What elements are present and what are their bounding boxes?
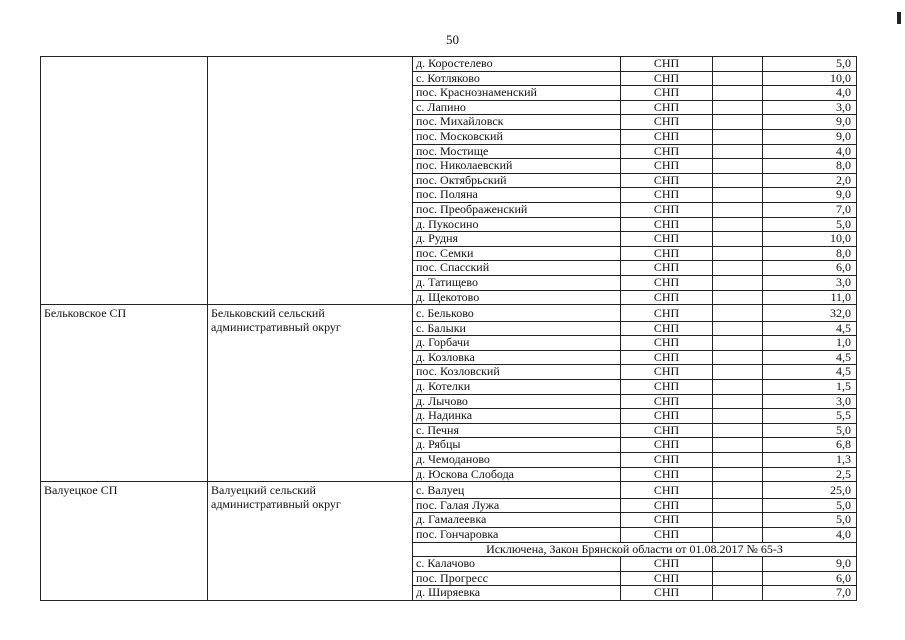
settlement-name: д. Пукосино	[413, 217, 621, 232]
settlement-value: 8,0	[763, 159, 857, 174]
settlement-value: 3,0	[763, 100, 857, 115]
settlement-type: СНП	[621, 129, 713, 144]
settlement-value: 10,0	[763, 232, 857, 247]
settlement-name: с. Котляково	[413, 71, 621, 86]
settlement-name: д. Козловка	[413, 350, 621, 365]
settlement-name: пос. Семки	[413, 246, 621, 261]
settlement-type: СНП	[621, 482, 713, 499]
exclusion-note: Исключена, Закон Брянской области от 01.08.2017 № 65-З	[413, 542, 857, 557]
settlement-value: 25,0	[763, 482, 857, 499]
settlement-type: СНП	[621, 513, 713, 528]
settlement-value: 7,0	[763, 202, 857, 217]
settlement-value: 5,5	[763, 409, 857, 424]
settlement-value: 8,0	[763, 246, 857, 261]
empty-cell	[713, 188, 763, 203]
settlement-value: 9,0	[763, 129, 857, 144]
empty-cell	[713, 217, 763, 232]
settlement-type: СНП	[621, 217, 713, 232]
settlement-type: СНП	[621, 144, 713, 159]
settlement-type: СНП	[621, 380, 713, 395]
okrug-cell: Валуецкий сельский административный округ	[208, 482, 413, 601]
settlement-value: 5,0	[763, 217, 857, 232]
settlement-type: СНП	[621, 261, 713, 276]
empty-cell	[713, 350, 763, 365]
table-row	[41, 57, 857, 72]
empty-cell	[713, 467, 763, 482]
settlement-name: д. Гамалеевка	[413, 513, 621, 528]
settlement-value: 5,0	[763, 423, 857, 438]
table-row	[41, 482, 857, 499]
settlement-name: пос. Спасский	[413, 261, 621, 276]
settlement-value: 32,0	[763, 305, 857, 322]
settlements-table	[40, 56, 857, 601]
settlement-name: с. Бельково	[413, 305, 621, 322]
settlement-type: СНП	[621, 275, 713, 290]
page-number: 50	[446, 32, 459, 47]
settlement-type: СНП	[621, 394, 713, 409]
settlement-value: 4,0	[763, 144, 857, 159]
empty-cell	[713, 336, 763, 351]
settlement-name: пос. Гончаровка	[413, 528, 621, 543]
settlement-type: СНП	[621, 557, 713, 572]
settlement-type: СНП	[621, 498, 713, 513]
empty-cell	[713, 571, 763, 586]
empty-cell	[713, 423, 763, 438]
settlement-value: 2,5	[763, 467, 857, 482]
settlement-name: пос. Галая Лужа	[413, 498, 621, 513]
settlement-value: 5,0	[763, 498, 857, 513]
empty-cell	[713, 290, 763, 305]
settlement-type: СНП	[621, 586, 713, 601]
okrug-cell	[208, 57, 413, 305]
empty-cell	[713, 557, 763, 572]
settlement-name: с. Балыки	[413, 321, 621, 336]
empty-cell	[713, 129, 763, 144]
empty-cell	[713, 159, 763, 174]
settlement-value: 2,0	[763, 173, 857, 188]
settlement-type: СНП	[621, 453, 713, 468]
settlement-name: пос. Поляна	[413, 188, 621, 203]
settlement-value: 3,0	[763, 275, 857, 290]
settlement-name: с. Печня	[413, 423, 621, 438]
empty-cell	[713, 528, 763, 543]
settlement-value: 11,0	[763, 290, 857, 305]
settlement-type: СНП	[621, 115, 713, 130]
area-cell	[41, 57, 208, 305]
settlement-value: 9,0	[763, 557, 857, 572]
settlement-type: СНП	[621, 365, 713, 380]
settlement-type: СНП	[621, 290, 713, 305]
settlement-name: пос. Козловский	[413, 365, 621, 380]
empty-cell	[713, 498, 763, 513]
settlement-name: д. Ширяевка	[413, 586, 621, 601]
settlement-name: д. Чемоданово	[413, 453, 621, 468]
empty-cell	[713, 261, 763, 276]
settlement-type: СНП	[621, 423, 713, 438]
settlement-value: 5,0	[763, 513, 857, 528]
empty-cell	[713, 173, 763, 188]
empty-cell	[713, 380, 763, 395]
settlement-type: СНП	[621, 571, 713, 586]
settlement-type: СНП	[621, 100, 713, 115]
settlement-value: 4,5	[763, 350, 857, 365]
settlement-name: с. Валуец	[413, 482, 621, 499]
settlement-value: 7,0	[763, 586, 857, 601]
settlement-value: 9,0	[763, 188, 857, 203]
settlement-type: СНП	[621, 336, 713, 351]
settlement-value: 1,0	[763, 336, 857, 351]
settlement-name: д. Щекотово	[413, 290, 621, 305]
settlement-name: д. Рудня	[413, 232, 621, 247]
settlement-type: СНП	[621, 438, 713, 453]
empty-cell	[713, 586, 763, 601]
empty-cell	[713, 394, 763, 409]
settlement-name: д. Горбачи	[413, 336, 621, 351]
settlement-value: 6,0	[763, 261, 857, 276]
settlement-type: СНП	[621, 202, 713, 217]
settlement-type: СНП	[621, 71, 713, 86]
settlement-name: пос. Михайловск	[413, 115, 621, 130]
settlement-name: пос. Мостище	[413, 144, 621, 159]
settlement-type: СНП	[621, 305, 713, 322]
area-cell: Бельковское СП	[41, 305, 208, 482]
area-cell: Валуецкое СП	[41, 482, 208, 601]
settlement-value: 5,0	[763, 57, 857, 72]
settlement-type: СНП	[621, 409, 713, 424]
empty-cell	[713, 246, 763, 261]
settlement-type: СНП	[621, 232, 713, 247]
settlement-type: СНП	[621, 467, 713, 482]
empty-cell	[713, 86, 763, 101]
settlement-type: СНП	[621, 528, 713, 543]
settlement-name: д. Юскова Слобода	[413, 467, 621, 482]
settlement-name: д. Котелки	[413, 380, 621, 395]
settlement-name: д. Лычово	[413, 394, 621, 409]
settlement-value: 6,0	[763, 571, 857, 586]
settlement-type: СНП	[621, 350, 713, 365]
empty-cell	[713, 202, 763, 217]
settlement-type: СНП	[621, 159, 713, 174]
settlement-value: 10,0	[763, 71, 857, 86]
settlement-name: пос. Прогресс	[413, 571, 621, 586]
settlement-value: 4,5	[763, 321, 857, 336]
empty-cell	[713, 513, 763, 528]
empty-cell	[713, 409, 763, 424]
empty-cell	[713, 482, 763, 499]
empty-cell	[713, 365, 763, 380]
settlement-name: пос. Октябрьский	[413, 173, 621, 188]
settlement-name: д. Татищево	[413, 275, 621, 290]
settlement-name: пос. Краснознаменский	[413, 86, 621, 101]
table-row	[41, 305, 857, 322]
settlement-type: СНП	[621, 173, 713, 188]
empty-cell	[713, 57, 763, 72]
settlement-value: 4,0	[763, 86, 857, 101]
settlement-type: СНП	[621, 188, 713, 203]
settlement-name: д. Коростелево	[413, 57, 621, 72]
settlement-name: с. Лапино	[413, 100, 621, 115]
empty-cell	[713, 305, 763, 322]
table-body	[41, 57, 857, 601]
empty-cell	[713, 100, 763, 115]
empty-cell	[713, 115, 763, 130]
settlement-name: пос. Николаевский	[413, 159, 621, 174]
empty-cell	[713, 71, 763, 86]
settlement-value: 1,3	[763, 453, 857, 468]
settlement-name: с. Калачово	[413, 557, 621, 572]
empty-cell	[713, 438, 763, 453]
settlement-type: СНП	[621, 321, 713, 336]
settlement-value: 6,8	[763, 438, 857, 453]
settlement-value: 9,0	[763, 115, 857, 130]
settlement-type: СНП	[621, 57, 713, 72]
settlement-type: СНП	[621, 86, 713, 101]
settlement-value: 1,5	[763, 380, 857, 395]
settlement-type: СНП	[621, 246, 713, 261]
empty-cell	[713, 144, 763, 159]
settlement-value: 4,5	[763, 365, 857, 380]
empty-cell	[713, 232, 763, 247]
empty-cell	[713, 275, 763, 290]
settlement-name: д. Рябцы	[413, 438, 621, 453]
empty-cell	[713, 321, 763, 336]
settlement-value: 3,0	[763, 394, 857, 409]
edge-mark	[897, 12, 901, 24]
settlement-value: 4,0	[763, 528, 857, 543]
settlement-name: д. Надинка	[413, 409, 621, 424]
okrug-cell: Бельковский сельский административный округ	[208, 305, 413, 482]
empty-cell	[713, 453, 763, 468]
settlement-name: пос. Преображенский	[413, 202, 621, 217]
settlement-name: пос. Московский	[413, 129, 621, 144]
